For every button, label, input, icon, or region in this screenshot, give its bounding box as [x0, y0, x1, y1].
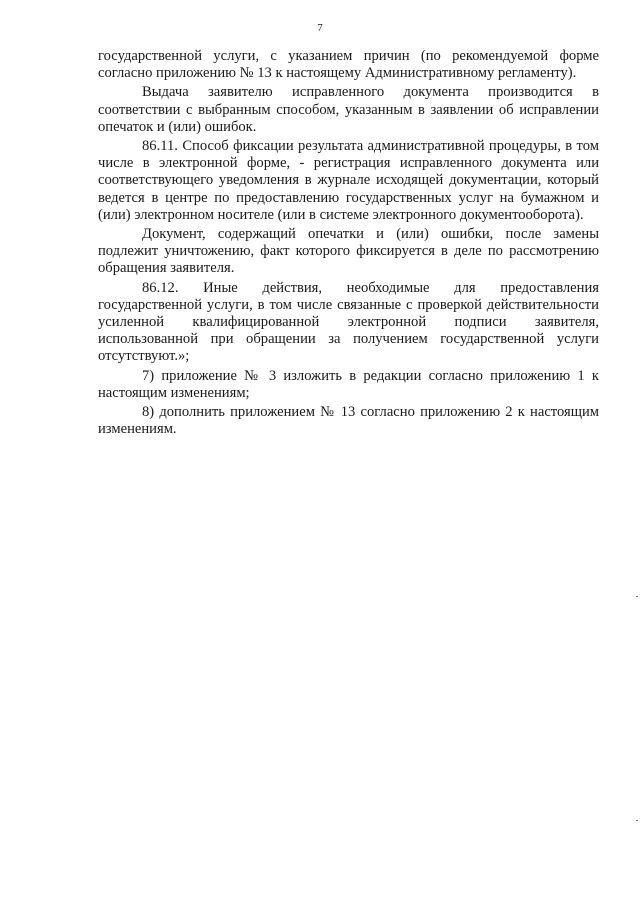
page-number: 7 — [317, 22, 323, 34]
paragraph-destruction: Документ, содержащий опечатки и (или) ошибки, после замены подлежит уничтожению, факт которого фиксируется в деле по рассмотрению обращения заявителя. — [98, 226, 599, 277]
scan-edge-mark — [636, 596, 638, 597]
paragraph-continuation: государственной услуги, с указанием причин (по рекомендуемой форме согласно приложению № 13 к настоящему Административному регламенту). — [98, 48, 599, 82]
document-body — [98, 48, 599, 440]
paragraph-issuance: Выдача заявителю исправленного документа производится в соответствии с выбранным способом, указанным в заявлении об исправлении опечаток и (или) ошибок. — [98, 84, 599, 135]
paragraph-item-8: 8) дополнить приложением № 13 согласно приложению 2 к настоящим изменениям. — [98, 404, 599, 438]
paragraph-86-12: 86.12. Иные действия, необходимые для предоставления государственной услуги, в том числе связанные с проверкой действительности усиленной квалифицированной электронной подписи заявителя, использованной при обращении за получением государственной услуги отсутствуют.»; — [98, 279, 599, 365]
scan-edge-mark — [636, 820, 638, 821]
paragraph-86-11: 86.11. Способ фиксации результата административной процедуры, в том числе в электронной форме, - регистрация исправленного документа или соответствующего уведомления в журнале исходящей документации, который ведется в центре по предоставлению государственных услуг на бумажном и (или) электронном носителе (или в системе электронного документооборота). — [98, 138, 599, 223]
paragraph-item-7: 7) приложение № 3 изложить в редакции согласно приложению 1 к настоящим изменениям; — [98, 367, 599, 401]
